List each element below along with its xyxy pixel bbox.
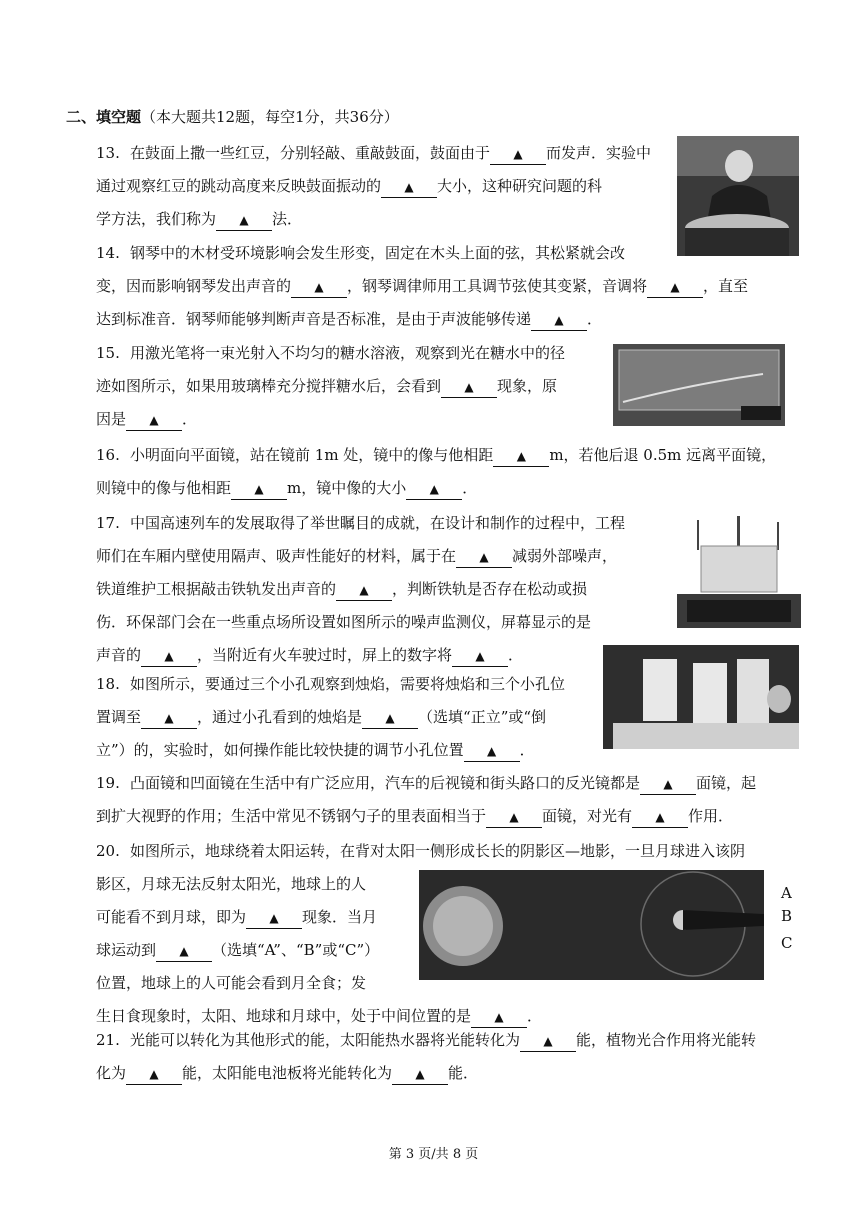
label-c: C <box>781 934 793 952</box>
answer-blank[interactable]: ▲ <box>456 547 512 568</box>
answer-blank[interactable]: ▲ <box>156 941 212 962</box>
noise-monitor-photo <box>677 512 801 628</box>
answer-blank[interactable]: ▲ <box>336 580 392 601</box>
answer-blank[interactable]: ▲ <box>441 377 497 398</box>
question-number: 20. <box>96 842 120 860</box>
question-16: 16. 小明面向平面镜，站在镜前 1m 处，镜中的像与他相距 ▲ m，若他后退 0.5m 远离平面镜， 则镜中的像与他相距 ▲ m，镜中像的大小 ▲ ． <box>96 439 816 505</box>
sugar-solution-photo <box>613 344 785 426</box>
question-18: 18. 如图所示，要通过三个小孔观察到烛焰，需要将烛焰和三个小孔位 置调至 ▲ ，通过小孔看到的烛焰是 ▲ （选填“正立”或“倒 立”）的，实验时，如何操作能比较快捷的调节小孔位置 ▲ ． <box>96 668 606 767</box>
page-footer: 第 3 页/共 8 页 <box>388 1147 479 1162</box>
answer-blank[interactable]: ▲ <box>464 741 520 762</box>
answer-blank[interactable]: ▲ <box>126 410 182 431</box>
answer-blank[interactable]: ▲ <box>486 807 542 828</box>
question-number: 16. <box>96 446 120 464</box>
section-title: 二、填空题 <box>66 108 142 126</box>
label-a: A <box>781 884 792 902</box>
answer-blank[interactable]: ▲ <box>362 708 418 729</box>
section-note: （本大题共12题，每空1分，共36分） <box>141 108 399 126</box>
answer-blank[interactable]: ▲ <box>490 144 546 165</box>
answer-blank[interactable]: ▲ <box>126 1064 182 1085</box>
answer-blank[interactable]: ▲ <box>246 908 302 929</box>
question-13: 13. 在鼓面上撒一些红豆，分别轻敲、重敲鼓面，鼓面由于 ▲ 而发声．实验中 通过观察红豆的跳动高度来反映鼓面振动的 ▲ 大小，这种研究问题的科 学方法，我们称为 ▲ 法． <box>96 137 666 236</box>
question-number: 18. <box>96 675 120 693</box>
question-number: 15. <box>96 344 120 362</box>
question-17: 17. 中国高速列车的发展取得了举世瞩目的成就，在设计和制作的过程中，工程 师们在车厢内壁使用隔声、吸声性能好的材料，属于在 ▲ 减弱外部噪声， 铁道维护工根据敲击铁轨发出声音的 ▲ ，判断铁轨是否存在松动或损 伤．环保部门会在一些重点场所设置如图所示的噪声监测仪，屏幕显示的是 声音的 ▲ ，当附近有火车驶过时，屏上的数字将 ▲ ． <box>96 507 686 672</box>
section-header <box>66 106 399 127</box>
answer-blank[interactable]: ▲ <box>216 210 272 231</box>
question-number: 19. <box>96 774 120 792</box>
answer-blank[interactable]: ▲ <box>640 774 696 795</box>
answer-blank[interactable]: ▲ <box>406 479 462 500</box>
answer-blank[interactable]: ▲ <box>231 479 287 500</box>
question-20: 20. 如图所示，地球绕着太阳运转，在背对太阳一侧形成长长的阴影区—地影，一旦月球进入该阴 影区，月球无法反射太阳光，地球上的人 可能看不到月球，即为 ▲ 现象．当月 球运动到 ▲ （选填“A”、“B”或“C”） 位置，地球上的人可能会看到月全食；发 生日食现象时，太阳、地球和月球中，处于中间位置的是 ▲ ． <box>96 835 816 1033</box>
answer-blank[interactable]: ▲ <box>291 277 347 298</box>
answer-blank[interactable]: ▲ <box>381 177 437 198</box>
answer-blank[interactable]: ▲ <box>141 708 197 729</box>
question-19: 19. 凸面镜和凹面镜在生活中有广泛应用，汽车的后视镜和街头路口的反光镜都是 ▲ 面镜，起 到扩大视野的作用；生活中常见不锈钢勺子的里表面相当于 ▲ 面镜，对光有 ▲ 作用． <box>96 767 816 833</box>
candle-pinhole-photo <box>603 645 799 749</box>
question-14: 14. 钢琴中的木材受环境影响会发生形变，固定在木头上面的弦，其松紧就会改 变，因而影响钢琴发出声音的 ▲ ，钢琴调律师用工具调节弦使其变紧，音调将 ▲ ，直至 达到标准音．钢琴师能够判断声音是否标准，是由于声波能够传递 ▲ ． <box>96 237 816 336</box>
answer-blank[interactable]: ▲ <box>647 277 703 298</box>
answer-blank[interactable]: ▲ <box>141 646 197 667</box>
question-number: 21. <box>96 1031 120 1049</box>
label-b: B <box>781 907 793 925</box>
answer-blank[interactable]: ▲ <box>632 807 688 828</box>
answer-blank[interactable]: ▲ <box>493 446 549 467</box>
question-number: 13. <box>96 144 120 162</box>
question-number: 14. <box>96 244 120 262</box>
question-15: 15. 用激光笔将一束光射入不均匀的糖水溶液，观察到光在糖水中的径 迹如图所示，如果用玻璃棒充分搅拌糖水后，会看到 ▲ 现象，原 因是 ▲ ． <box>96 337 616 436</box>
answer-blank[interactable]: ▲ <box>452 646 508 667</box>
question-number: 17. <box>96 514 120 532</box>
answer-blank[interactable]: ▲ <box>531 310 587 331</box>
answer-blank[interactable]: ▲ <box>471 1007 527 1028</box>
sun-earth-moon-figure <box>419 870 764 980</box>
question-21: 21. 光能可以转化为其他形式的能，太阳能热水器将光能转化为 ▲ 能，植物光合作用将光能转 化为 ▲ 能，太阳能电池板将光能转化为 ▲ 能． <box>96 1024 816 1090</box>
answer-blank[interactable]: ▲ <box>392 1064 448 1085</box>
answer-blank[interactable]: ▲ <box>520 1031 576 1052</box>
